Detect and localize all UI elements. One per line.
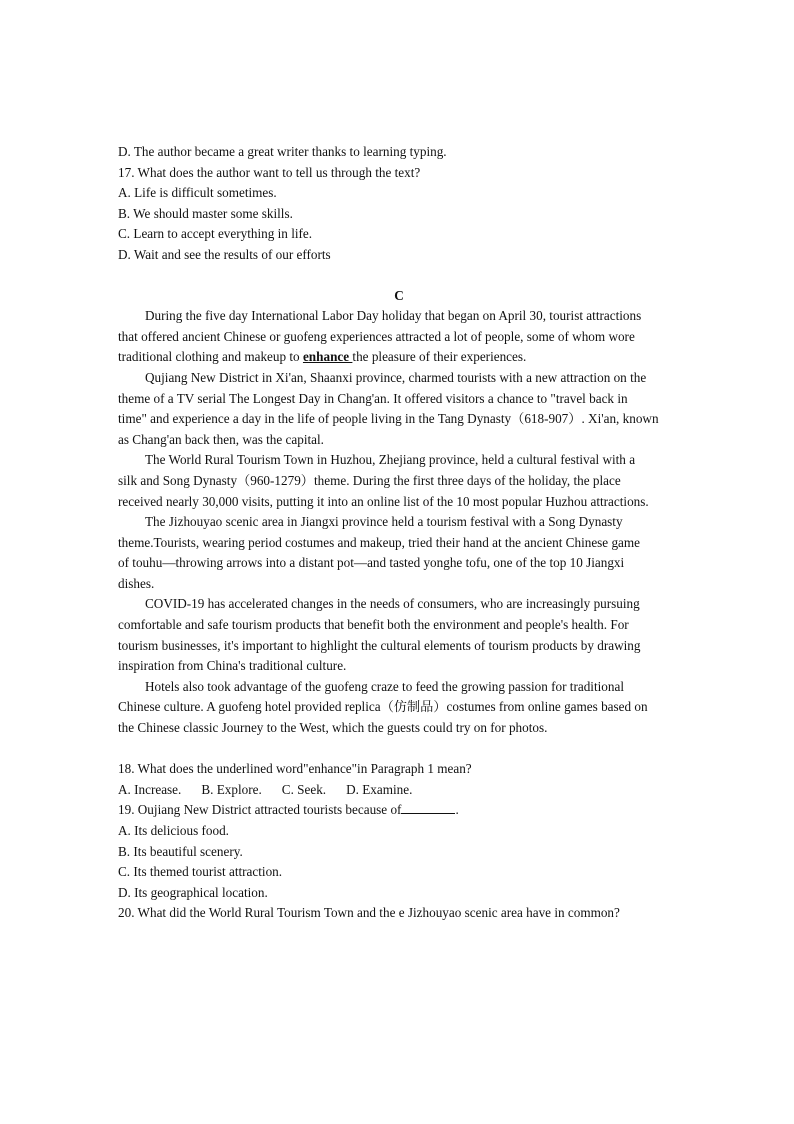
paragraph-line: that offered ancient Chinese or guofeng experiences attracted a lot of people, some of whom wore — [118, 328, 635, 344]
q17-option-d: D. Wait and see the results of our efforts — [118, 246, 331, 262]
q18-option-d: D. Examine. — [346, 781, 413, 797]
passage-paragraph-6 — [118, 677, 680, 739]
q18-option-c: C. Seek. — [281, 781, 327, 797]
q16-option-d: D. The author became a great writer thanks to learning typing. — [118, 144, 447, 159]
underlined-word: enhance — [302, 349, 353, 365]
paragraph-line: dishes. — [118, 575, 155, 591]
paragraph-text: the pleasure of their experiences. — [352, 349, 527, 365]
passage-paragraph-5 — [118, 594, 680, 676]
q20-stem: 20. What did the World Rural Tourism Town and the e Jizhouyao scenic area have in common? — [118, 905, 620, 921]
paragraph-line — [118, 347, 680, 368]
q19-stem — [118, 800, 680, 821]
paragraph-line: The World Rural Tourism Town in Huzhou, Zhejiang province, held a cultural festival with a — [145, 452, 636, 468]
paragraph-line: received nearly 30,000 visits, putting it into an online list of the 10 most popular Huzhou attractions. — [118, 493, 649, 509]
q17-stem: 17. What does the author want to tell us through the text? — [118, 164, 421, 180]
q17-option-b: B. We should master some skills. — [118, 205, 293, 221]
paragraph-line: time" and experience a day in the life of people living in the Tang Dynasty（618-907）. Xi'an, known — [118, 411, 659, 427]
paragraph-line: of touhu—throwing arrows into a distant pot—and tasted yonghe tofu, one of the top 10 Jiangxi — [118, 555, 625, 571]
paragraph-line: silk and Song Dynasty（960-1279）theme. During the first three days of the holiday, the place — [118, 472, 621, 488]
q19-option-a: A. Its delicious food. — [118, 823, 229, 838]
paragraph-line: The Jizhouyao scenic area in Jiangxi province held a tourism festival with a Song Dynasty — [145, 514, 623, 530]
paragraph-line: as Chang'an back then, was the capital. — [118, 431, 324, 447]
q17-option-c: C. Learn to accept everything in life. — [118, 226, 313, 242]
passage-paragraph-3 — [118, 450, 680, 512]
q19-option-d: D. Its geographical location. — [118, 884, 268, 900]
q19-stem-text: 19. Oujiang New District attracted tourists because of — [118, 802, 402, 818]
paragraph-text: traditional clothing and makeup to — [118, 349, 303, 365]
passage-paragraph-2 — [118, 368, 680, 450]
section-heading: C — [394, 287, 404, 303]
paragraph-line: COVID-19 has accelerated changes in the needs of consumers, who are increasingly pursuing — [145, 596, 640, 612]
q19-option-c: C. Its themed tourist attraction. — [118, 864, 283, 880]
q19-stem-end: . — [455, 802, 459, 818]
q18-stem: 18. What does the underlined word"enhance"in Paragraph 1 mean? — [118, 761, 472, 777]
paragraph-line: Chinese culture. A guofeng hotel provided replica（仿制品）costumes from online games based on — [118, 699, 648, 715]
paragraph-line: inspiration from China's traditional culture. — [118, 658, 347, 674]
answer-blank — [401, 801, 455, 814]
paragraph-line: the Chinese classic Journey to the West, which the guests could try on for photos. — [118, 720, 548, 736]
paragraph-line: During the five day International Labor Day holiday that began on April 30, tourist attractions — [145, 308, 642, 324]
paragraph-line: Qujiang New District in Xi'an, Shaanxi province, charmed tourists with a new attraction on the — [145, 369, 647, 385]
paragraph-line: theme of a TV serial The Longest Day in Chang'an. It offered visitors a chance to "travel back in — [118, 390, 628, 406]
passage-paragraph-4 — [118, 512, 680, 594]
q18-option-a: A. Increase. — [118, 781, 182, 797]
q18-option-b: B. Explore. — [201, 781, 262, 797]
paragraph-line: theme.Tourists, wearing period costumes and makeup, tried their hand at the ancient Chinese game — [118, 534, 641, 550]
q17-option-a: A. Life is difficult sometimes. — [118, 185, 277, 201]
exam-page — [118, 142, 680, 924]
paragraph-line: comfortable and safe tourism products that benefit both the environment and people's health. For — [118, 617, 629, 633]
paragraph-line: tourism businesses, it's important to highlight the cultural elements of tourism products by drawing — [118, 637, 641, 653]
paragraph-line: Hotels also took advantage of the guofeng craze to feed the growing passion for traditional — [145, 678, 624, 694]
q19-option-b: B. Its beautiful scenery. — [118, 843, 243, 859]
q18-options — [118, 780, 680, 801]
spacer — [118, 739, 680, 760]
passage-paragraph-1 — [118, 306, 680, 368]
